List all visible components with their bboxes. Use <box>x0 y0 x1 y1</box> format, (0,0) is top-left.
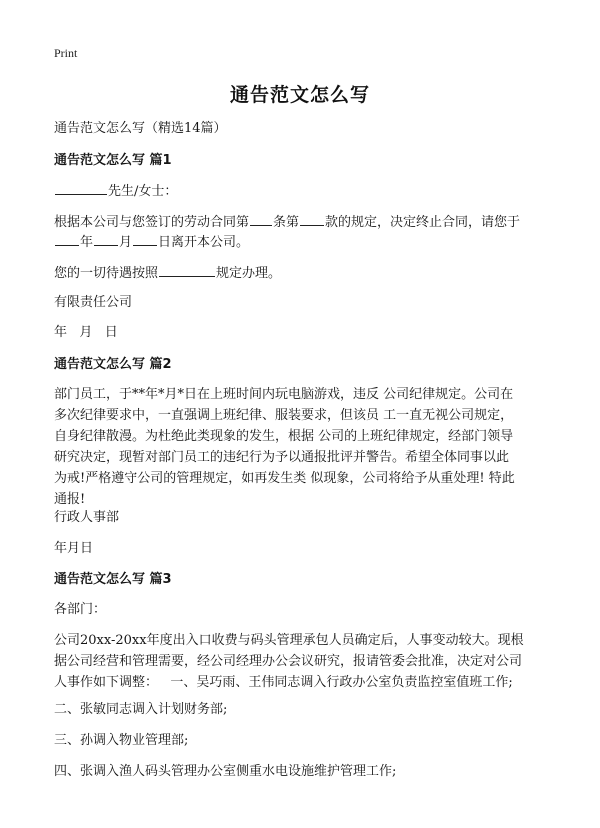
paragraph-line: 研究决定，现暂对部门员工的违纪行为予以通报批评并警告。希望全体同事以此 <box>54 450 510 465</box>
list-item: 二、张敏同志调入计划财务部; <box>54 702 228 717</box>
treatment-line <box>54 262 281 285</box>
month-blank <box>94 231 118 246</box>
company-name: 有限责任公司 <box>54 295 133 310</box>
section-heading-2: 通告范文怎么写 篇2 <box>54 357 172 372</box>
termination-text-c: 款的规定，决定终止合同，请您于 <box>325 215 521 230</box>
salutation-line <box>54 180 177 203</box>
clause-blank <box>250 211 272 226</box>
list-item: 三、孙调入物业管理部; <box>54 733 189 748</box>
treatment-text-b: 规定办理。 <box>216 266 282 281</box>
paragraph-line: 多次纪律要求中，一直强调上班纪律、服装要求，但该员 工一直无视公司规定， <box>54 408 514 423</box>
regulation-blank <box>159 262 215 277</box>
year-blank <box>55 231 79 246</box>
notice-paragraph-2 <box>54 384 554 510</box>
section-heading-3: 通告范文怎么写 篇3 <box>54 572 172 587</box>
salutation-departments: 各部门： <box>54 602 107 617</box>
month-label: 月 <box>119 235 133 250</box>
treatment-text-a: 您的一切待遇按照 <box>54 266 159 281</box>
department-signature: 行政人事部 <box>54 510 120 525</box>
paragraph-line: 部门员工，于**年*月*日在上班时间内玩电脑游戏，违反 公司纪律规定。公司在 <box>54 387 514 402</box>
paragraph-line: 通报! <box>54 492 86 507</box>
personnel-paragraph <box>54 630 554 693</box>
section-heading-1: 通告范文怎么写 篇1 <box>54 153 172 168</box>
day-blank <box>133 231 157 246</box>
article-blank <box>300 211 324 226</box>
termination-text-b: 条第 <box>273 215 300 230</box>
paragraph-line: 自身纪律散漫。为杜绝此类现象的发生，根据 公司的上班纪律规定，经部门领导 <box>54 429 514 444</box>
paragraph-line: 据公司经营和管理需要，经公司经理办公会议研究，报请管委会批准，决定对公司 <box>54 654 523 669</box>
document-subtitle: 通告范文怎么写（精选14篇） <box>54 121 227 136</box>
paragraph-line: 为戒!严格遵守公司的管理规定，如再发生类 似现象，公司将给予从重处理! 特此 <box>54 471 515 486</box>
year-label: 年 <box>80 235 94 250</box>
salutation-suffix: 先生/女士： <box>108 184 178 199</box>
date-line-2: 年月日 <box>54 541 94 556</box>
print-label: Print <box>54 46 78 60</box>
page-title: 通告范文怎么写 <box>229 84 370 106</box>
name-blank <box>55 180 107 195</box>
termination-line-2 <box>54 231 249 254</box>
termination-text-a: 根据本公司与您签订的劳动合同第 <box>54 215 250 230</box>
date-line: 年 月 日 <box>54 325 118 340</box>
list-item: 四、张调入渔人码头管理办公室侧重水电设施维护管理工作; <box>54 764 397 779</box>
paragraph-line: 人事作如下调整： 一、吴巧雨、王伟同志调入行政办公室负责监控室值班工作; <box>54 675 513 690</box>
termination-text-f: 日离开本公司。 <box>158 235 250 250</box>
paragraph-line: 公司20xx-20xx年度出入口收费与码头管理承包人员确定后，人事变动较大。现根 <box>54 633 524 648</box>
